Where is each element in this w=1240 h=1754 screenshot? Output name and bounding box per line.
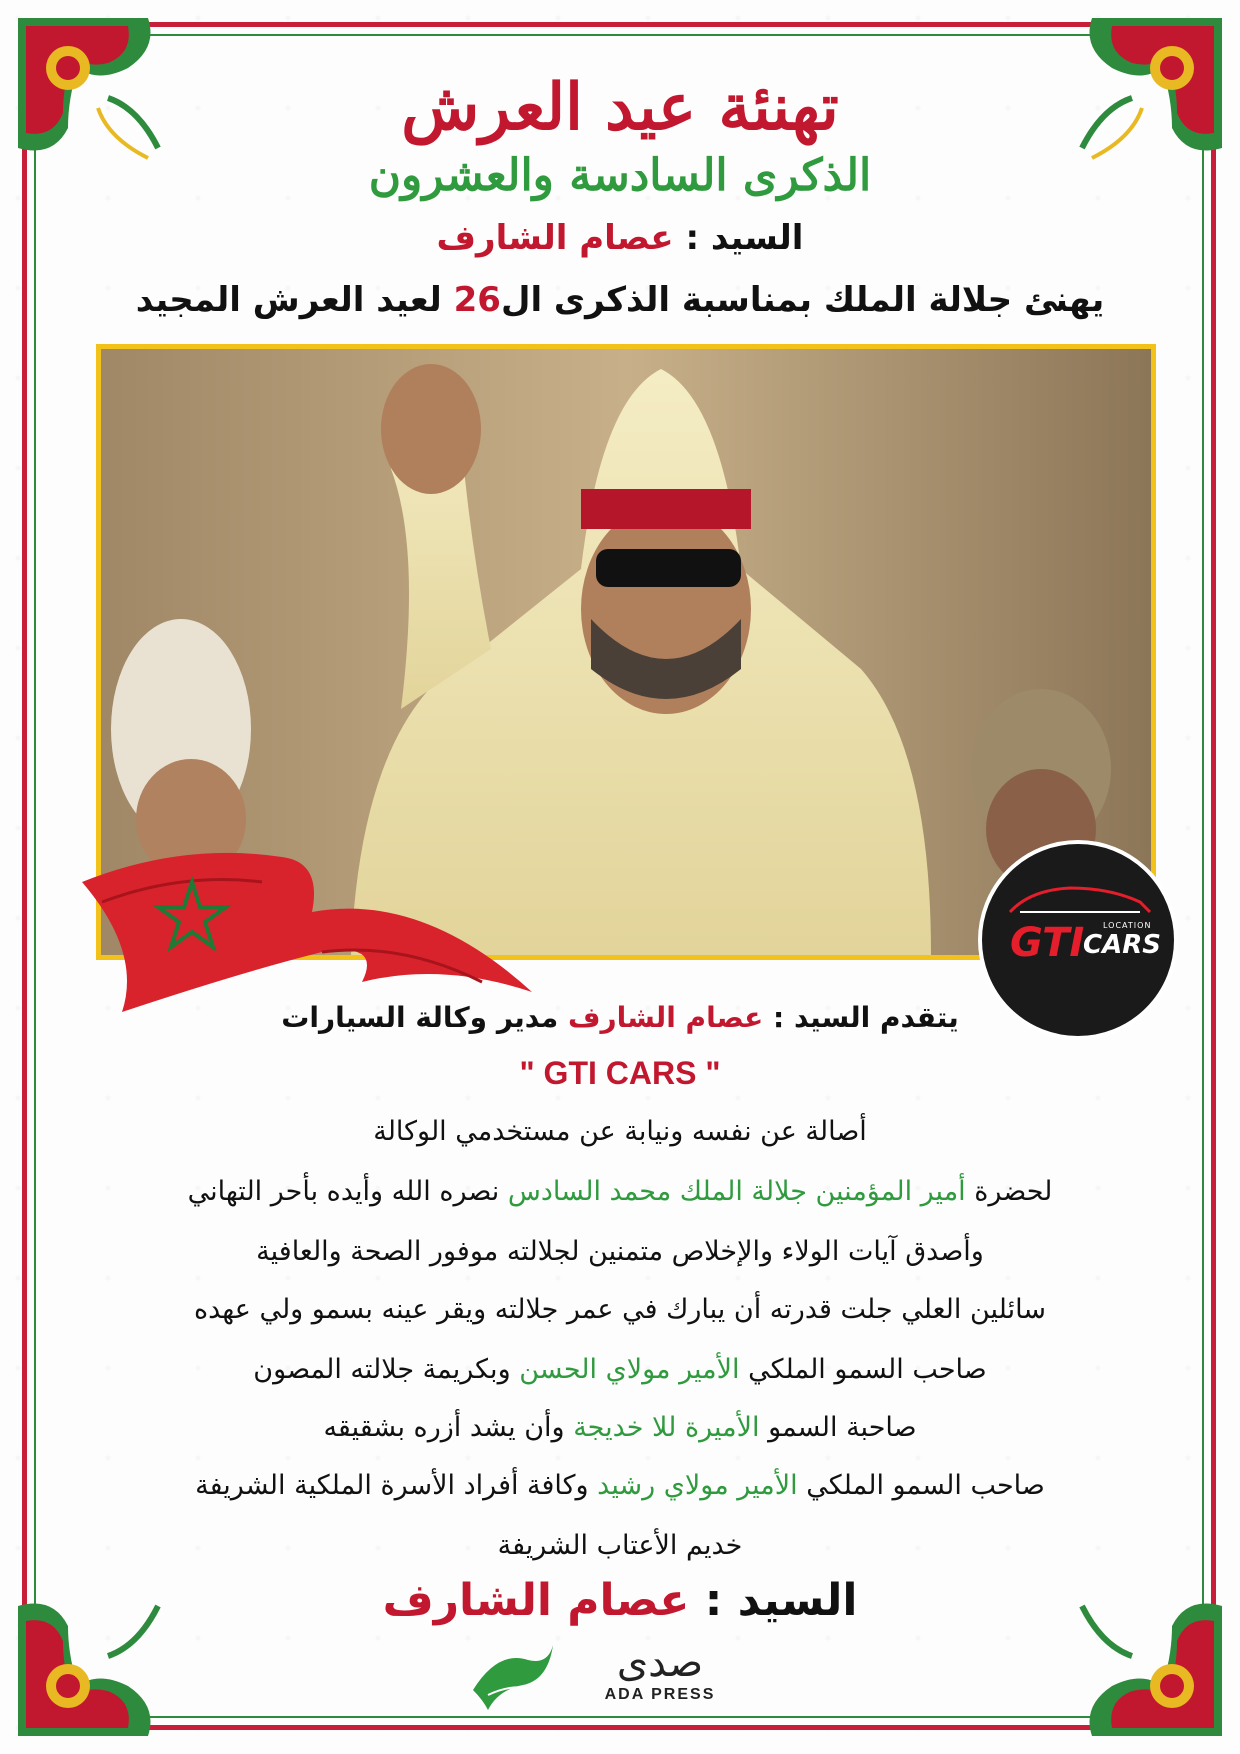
message-line-10: خديم الأعتاب الشريفة — [497, 1530, 743, 1561]
logo-brand: GTI — [1010, 920, 1085, 966]
line9-prefix: صاحب السمو الملكي — [806, 1470, 1045, 1501]
congrats-text-2: لعيد العرش المجيد — [135, 280, 454, 320]
footer-brand-arabic: صدى — [616, 1640, 704, 1686]
congrats-text-1: يهنئ جلالة الملك بمناسبة الذكرى ال — [500, 280, 1105, 320]
subtitle: الذكرى السادسة والعشرون — [368, 150, 872, 201]
line9-suffix: وكافة أفراد الأسرة الملكية الشريفة — [195, 1470, 589, 1501]
line1-suffix: مدير وكالة السيارات — [281, 1001, 559, 1034]
line4-prefix: لحضرة — [974, 1176, 1053, 1207]
message-line-5: وأصدق آيات الولاء والإخلاص متمنين لجلالته موفور الصحة والعافية — [256, 1236, 984, 1267]
line8-highlight: الأميرة للا خديجة — [573, 1412, 760, 1443]
message-line-4 — [0, 1172, 1240, 1212]
message-line-9 — [0, 1466, 1240, 1506]
logo-tagline: LOCATION — [1103, 921, 1152, 930]
line1-name: عصام الشارف — [568, 1001, 764, 1034]
line8-suffix: وأن يشد أزره بشقيقه — [323, 1412, 565, 1443]
message-line-1 — [0, 998, 1240, 1038]
anniversary-number: 26 — [453, 280, 501, 320]
message-line-8 — [0, 1408, 1240, 1448]
message-line-3: أصالة عن نفسه ونيابة عن مستخدمي الوكالة — [373, 1116, 867, 1147]
page-title: تهنئة عيد العرش — [401, 70, 839, 145]
car-outline-icon — [1000, 880, 1160, 920]
line7-suffix: وبكريمة جلالته المصون — [253, 1354, 511, 1385]
signature-name: عصام الشارف — [382, 1575, 690, 1626]
line8-prefix: صاحبة السمو — [768, 1412, 917, 1443]
signature-line — [0, 1575, 1240, 1626]
name-line — [0, 218, 1240, 258]
line7-prefix: صاحب السمو الملكي — [748, 1354, 987, 1385]
line9-highlight: الأمير مولاي رشيد — [597, 1470, 798, 1501]
signature-prefix: السيد : — [704, 1575, 858, 1626]
message-line-6: سائلين العلي جلت قدرته أن يبارك في عمر جلالته ويقر عينه بسمو ولي عهده — [193, 1294, 1046, 1325]
footer-brand-english: ADA PRESS — [604, 1686, 716, 1703]
line4-highlight: أمير المؤمنين جلالة الملك محمد السادس — [507, 1176, 966, 1207]
line4-suffix: نصره الله وأيده بأحر التهاني — [187, 1176, 500, 1207]
moroccan-flag — [62, 832, 532, 1022]
name-prefix: السيد : — [685, 218, 804, 258]
person-name: عصام الشارف — [436, 218, 674, 258]
footer-brand — [560, 1640, 760, 1704]
message-line-7 — [0, 1350, 1240, 1390]
line7-highlight: الأمير مولاي الحسن — [519, 1354, 740, 1385]
congratulation-line — [0, 280, 1240, 320]
company-name: " GTI CARS " — [519, 1055, 721, 1091]
dove-icon — [468, 1640, 558, 1720]
line1-prefix: يتقدم السيد : — [773, 1001, 959, 1034]
logo-brand-cars: CARS — [1083, 930, 1161, 960]
